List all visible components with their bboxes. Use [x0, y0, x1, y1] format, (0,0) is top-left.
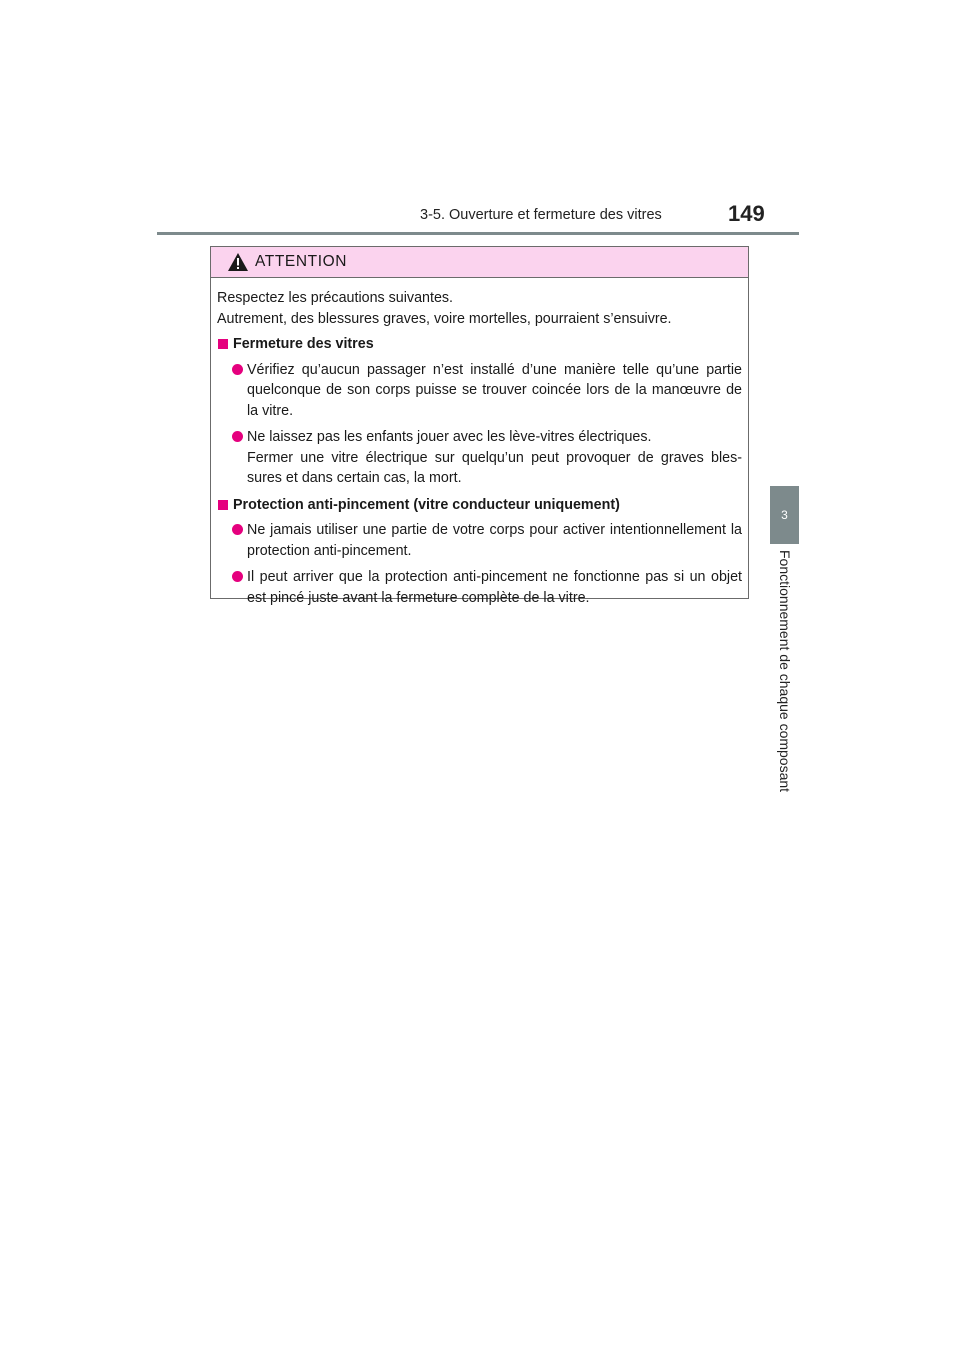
chapter-tab: 3	[770, 486, 799, 544]
section-heading-text: Protection anti-pincement (vitre conducteur uniquement)	[233, 496, 620, 513]
square-bullet-icon	[218, 500, 228, 510]
caution-header	[211, 247, 748, 278]
list-item-text: Vérifiez qu’aucun passager n’est installé d’une manière telle qu’une partie quelconque de son corps puisse se trouver coincée lors de la manœuvre de la vitre.	[247, 361, 742, 419]
section-heading-anti-pinch	[217, 495, 742, 516]
list-item	[217, 360, 742, 422]
chapter-title: Fonctionnement de chaque composant	[777, 550, 793, 793]
list-item-text: Ne jamais utiliser une partie de votre corps pour activer intentionnellement la protection anti-pincement.	[247, 522, 742, 559]
list-item-text: Ne laissez pas les enfants jouer avec les lève-vitres électriques.	[247, 429, 652, 445]
caution-intro-line: Respectez les précautions suivantes.	[217, 290, 454, 306]
caution-title: ATTENTION	[255, 253, 348, 270]
warning-triangle-icon	[228, 253, 248, 271]
caution-intro-line: Autrement, des blessures graves, voire mortelles, pourraient s’ensuivre.	[217, 310, 672, 327]
section-heading-text: Fermeture des vitres	[233, 336, 374, 352]
section-heading-closing	[217, 334, 742, 355]
list-item	[217, 567, 742, 608]
page-number: 149	[728, 201, 765, 226]
square-bullet-icon	[218, 339, 228, 349]
bullet-icon	[232, 431, 243, 442]
bullet-icon	[232, 524, 243, 535]
bullet-icon	[232, 571, 243, 582]
list-item-text: Fermer une vitre électrique sur quelqu’un peut provoquer de graves bles-sures et dans certain cas, la mort.	[247, 449, 742, 486]
bullet-icon	[232, 364, 243, 375]
list-item-text: Il peut arriver que la protection anti-pincement ne fonctionne pas si un objet est pincé juste avant la fermeture complète de la vitre.	[247, 569, 742, 606]
caution-body	[211, 278, 748, 608]
list-item	[217, 520, 742, 561]
list-item	[217, 427, 742, 489]
header-divider	[157, 232, 799, 235]
section-title: 3-5. Ouverture et fermeture des vitres	[420, 207, 662, 223]
caution-box	[210, 246, 749, 606]
